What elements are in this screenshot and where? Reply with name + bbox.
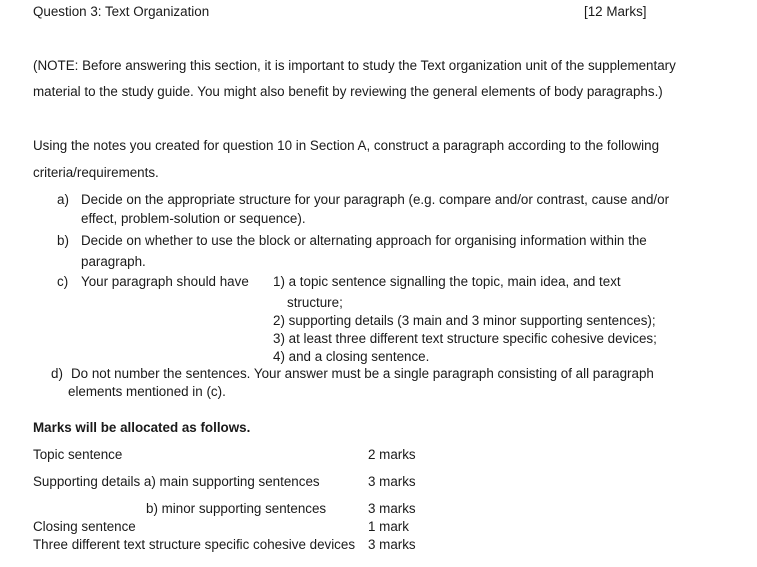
criterion-c-item: 4) and a closing sentence.	[273, 349, 430, 364]
criterion-c-lead: Your paragraph should have	[81, 274, 249, 289]
marks-row-value: 3 marks	[368, 501, 416, 516]
intro-line: Using the notes you created for question 10 in Section A, construct a paragraph according to the following	[33, 138, 660, 153]
list-marker: b)	[57, 233, 69, 248]
criterion-b-line: Decide on whether to use the block or alternating approach for organising information within the	[81, 233, 647, 248]
list-marker: d)	[51, 366, 63, 381]
question-title: Question 3: Text Organization	[33, 4, 210, 19]
note-line: material to the study guide. You might also benefit by reviewing the general elements of body paragraphs.)	[33, 84, 663, 99]
marks-heading: Marks will be allocated as follows.	[33, 420, 251, 435]
criterion-a-line: Decide on the appropriate structure for your paragraph (e.g. compare and/or contrast, cause and/or	[81, 192, 670, 207]
marks-row-label: Topic sentence	[33, 447, 123, 462]
criterion-c-item: 3) at least three different text structure specific cohesive devices;	[273, 331, 657, 346]
marks-row-value: 3 marks	[368, 474, 416, 489]
marks-row-value: 1 mark	[368, 519, 409, 534]
criterion-d-line: elements mentioned in (c).	[68, 384, 226, 399]
question-marks: [12 Marks]	[584, 4, 647, 19]
marks-row-label: Three different text structure specific cohesive devices	[33, 537, 356, 552]
criterion-c-item: 1) a topic sentence signalling the topic, main idea, and text	[273, 274, 621, 289]
criterion-b-line: paragraph.	[81, 254, 146, 269]
criterion-c-item: 2) supporting details (3 main and 3 minor supporting sentences);	[273, 313, 656, 328]
criterion-a-line: effect, problem-solution or sequence).	[81, 211, 306, 226]
marks-row-value: 3 marks	[368, 537, 416, 552]
criterion-d-line: Do not number the sentences. Your answer must be a single paragraph consisting of all paragraph	[71, 366, 654, 381]
criterion-c-item: structure;	[287, 295, 343, 310]
marks-row-value: 2 marks	[368, 447, 416, 462]
note-line: (NOTE: Before answering this section, it is important to study the Text organization unit of the supplementary	[33, 58, 676, 73]
intro-line: criteria/requirements.	[33, 165, 159, 180]
marks-row-label: Closing sentence	[33, 519, 136, 534]
marks-row-label: Supporting details a) main supporting sentences	[33, 474, 320, 489]
marks-row-label: b) minor supporting sentences	[146, 501, 327, 516]
list-marker: a)	[57, 192, 69, 207]
list-marker: c)	[57, 274, 69, 289]
